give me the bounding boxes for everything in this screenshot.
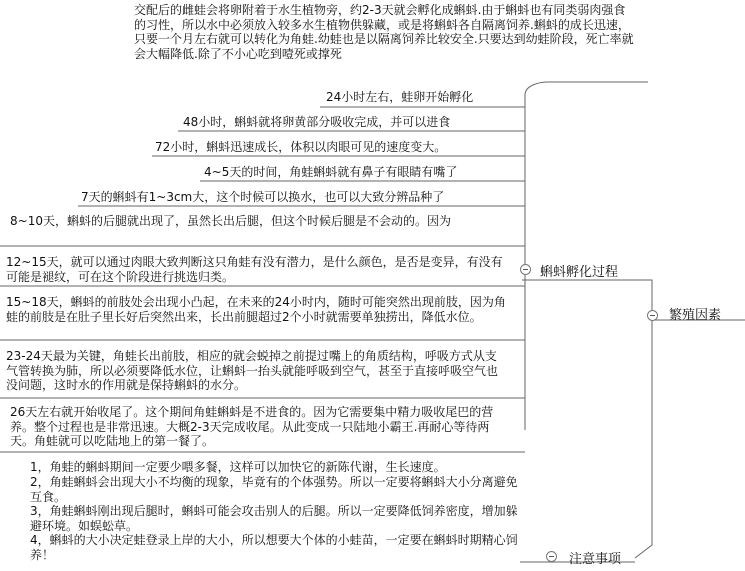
hatching-step-24h[interactable]: 24小时左右，蛙卵开始孵化: [326, 90, 474, 104]
notes-item-4[interactable]: 4，蝌蚪的大小决定蛙登录上岸的大小，所以想要大个体的小蛙苗，一定要在蝌蚪时期精心饲养！: [30, 533, 518, 562]
hatching-step-23-24d[interactable]: 23-24天最为关键，角蛙长出前肢，相应的就会蜕掉之前提过嘴上的角质结构，呼吸方式从支气管转换为肺，所以必须要降低水位，让蝌蚪一抬头就能呼吸到空气，甚至于直接呼吸空气也没问题，这时水的作用就是保持蝌蚪的水分。: [6, 349, 499, 392]
notes-item-3[interactable]: 3，角蛙蝌蚪刚出现后腿时，蝌蚪可能会攻击别人的后腿。所以一定要降低饲养密度，增加躲避环境。如蜈蚣草。: [30, 504, 518, 533]
collapse-notes-icon[interactable]: [546, 551, 557, 562]
hatching-step-15-18d[interactable]: 15~18天，蝌蚪的前肢处会出现小凸起，在未来的24小时内，随时可能突然出现前肢，因为角蛙的前肢是在肚子里长好后突然出来，长出前腿超过2个小时就需要单独捞出，降低水位。: [6, 295, 506, 324]
root-node-label[interactable]: 繁殖因素: [669, 308, 722, 323]
branch-notes-label[interactable]: 注意事项: [569, 552, 622, 567]
hatching-step-26d[interactable]: 26天左右就开始收尾了。这个期间角蛙蝌蚪是不进食的。因为它需要集中精力吸收尾巴的营养。整个过程也是非常迅速。大概2-3天完成收尾。从此变成一只陆地小霸王.再耐心等待两天。角蛙就可以吃陆地上的第一餐了。: [10, 405, 494, 448]
hatching-intro-text[interactable]: 交配后的雌蛙会将卵附着于水生植物旁，约2-3天就会孵化成蝌蚪.由于蝌蚪也有同类弱肉强食的习性，所以水中必须放入较多水生植物供躲藏，或是将蝌蚪各自隔离饲养.蝌蚪的成长迅速，只要一个月左右就可以转化为角蛙.幼蛙也是以隔离饲养比较安全.只要达到幼蛙阶段，死亡率就会大幅降低.除了不小心吃到噎死或撑死: [134, 3, 634, 61]
hatching-step-72h[interactable]: 72小时，蝌蚪迅速成长，体积以肉眼可见的速度变大。: [155, 140, 447, 154]
hatching-step-48h[interactable]: 48小时，蝌蚪就将卵黄部分吸收完成，并可以进食: [183, 115, 451, 129]
hatching-step-7d[interactable]: 7天的蝌蚪有1~3cm大，这个时候可以换水，也可以大致分辨品种了: [81, 190, 445, 204]
branch-hatching-label[interactable]: 蝌蚪孵化过程: [540, 265, 619, 280]
notes-item-2[interactable]: 2，角蛙蝌蚪会出现大小不均衡的现象，毕竟有的个体强势。所以一定要将蝌蚪大小分离避免互食。: [30, 475, 518, 504]
hatching-step-4-5d[interactable]: 4~5天的时间，角蛙蝌蚪就有鼻子有眼睛有嘴了: [204, 165, 458, 179]
hatching-step-12-15d[interactable]: 12~15天，就可以通过肉眼大致判断这只角蛙有没有潜力，是什么颜色，是否是变异，有没有可能是褪纹，可在这个阶段进行挑选归类。: [6, 255, 503, 284]
hatching-step-8-10d[interactable]: 8~10天，蝌蚪的后腿就出现了，虽然长出后腿，但这个时候后腿是不会动的。因为: [10, 214, 451, 228]
connector-root-to-notes: [635, 320, 652, 558]
collapse-root-icon[interactable]: [647, 310, 658, 321]
connector-to-intro: [525, 82, 648, 95]
collapse-hatching-icon[interactable]: [520, 264, 531, 275]
notes-item-1[interactable]: 1，角蛙的蝌蚪期间一定要少喂多餐，这样可以加快它的新陈代谢，生长速度。: [30, 460, 446, 474]
